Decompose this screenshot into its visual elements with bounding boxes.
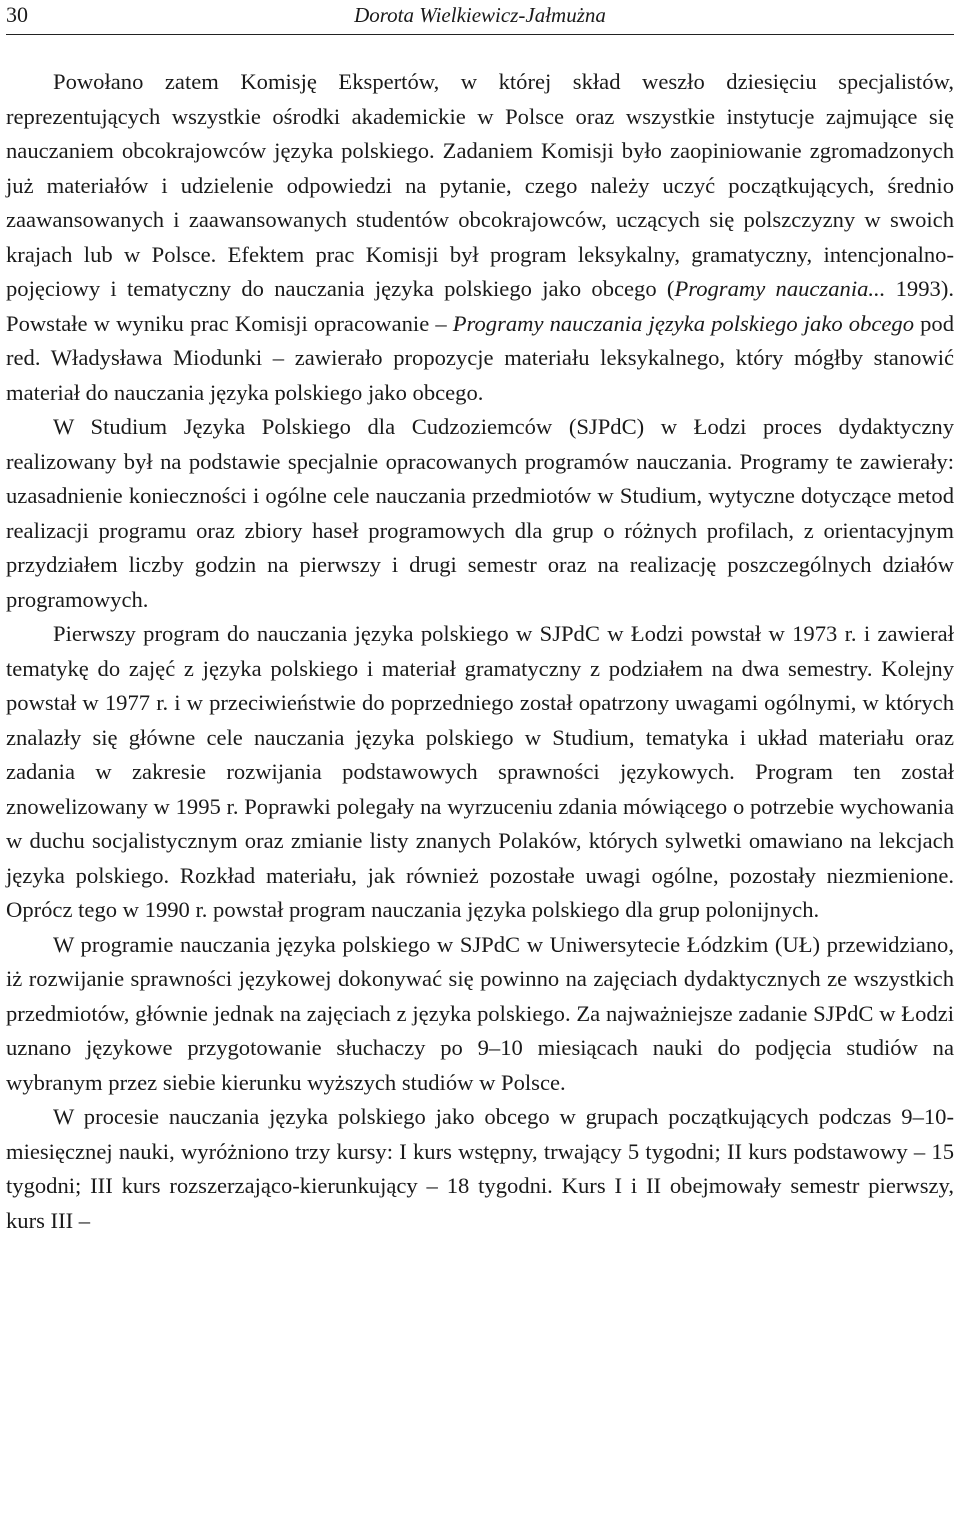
italic-title: Programy nauczania języka polskiego jako obcego [452, 310, 915, 336]
text-span: 1993). Powstałe w wyniku prac Komisji opracowanie – [6, 276, 954, 336]
paragraph [6, 1100, 954, 1238]
italic-title: Programy nauczania... [674, 276, 886, 301]
text-span: Pierwszy program do nauczania języka polskiego w SJPdC w Łodzi powstał w 1973 r. i zawierał tematykę do zajęć z języka polskiego i materiał gramatyczny z podziałem na dwa semestry. Kolejny powstał w 1977 r. i w przeciwieństwie do poprzedniego został opatrzony uwagami ogólnymi, w których znalazły się główne cele nauczania języka polskiego w Studium, tematyka i układ materiału oraz zadania w zakresie rozwijania podstawowych sprawności językowych. Program ten został znowelizowany w 1995 r. Poprawki polegały na wyrzuceniu zdania mówiącego o potrzebie wychowania w duchu socjalistycznym oraz zmianie listy znanych Polaków, których sylwetki omawiano na lekcjach języka polskiego. Rozkład materiału, jak również pozostałe uwagi ogólne, pozostały niezmienione. Oprócz tego w 1990 r. powstał program nauczania języka polskiego dla grup polonijnych. [6, 621, 954, 922]
text-span: Powołano zatem Komisję Ekspertów, w której skład weszło dziesięciu specjalistów, reprezentujących wszystkie ośrodki akademickie w Polsce oraz wszystkie instytucje zajmujące się nauczaniem obcokrajowców języka polskiego. Zadaniem Komisji było zaopiniowanie zgromadzonych już materiałów i udzielenie odpowiedzi na pytanie, czego należy uczyć początkujących, średnio zaawansowanych i zaawansowanych studentów obcokrajowców, uczących się polszczyzny w swoich krajach lub w Polsce. Efektem prac Komisji był program leksykalny, gramatyczny, intencjonalno-pojęciowy i tematyczny do nauczania języka polskiego jako obcego ( [6, 69, 954, 301]
text-span: W Studium Języka Polskiego dla Cudzoziemców (SJPdC) w Łodzi proces dydaktyczny realizowany był na podstawie specjalnie opracowanych programów nauczania. Programy te zawierały: uzasadnienie konieczności i ogólne cele nauczania przedmiotów w Studium, wytyczne dotyczące metod realizacji programu oraz zbiory haseł programowych dla grup o różnych profilach, z orientacyjnym przydziałem liczby godzin na pierwszy i drugi semestr oraz na realizację poszczególnych działów programowych. [6, 414, 954, 612]
text-span: pod red. Władysława Miodunki – zawierało propozycje materiału leksykalnego, który mógłby stanowić materiał do nauczania języka polskiego jako obcego. [6, 310, 954, 405]
paragraph [6, 928, 954, 1101]
paragraph [6, 410, 954, 617]
document-page [6, 0, 954, 1238]
text-span: W programie nauczania języka polskiego w SJPdC w Uniwersytecie Łódzkim (UŁ) przewidziano, iż rozwijanie sprawności językowej dokonywać się powinno na zajęciach dydaktycznych ze wszystkich przedmiotów, głównie jednak na zajęciach z języka polskiego. Za najważniejsze zadanie SJPdC w Łodzi uznano językowe przygotowanie słuchaczy po 9–10 miesiącach nauki do podjęcia studiów na wybranym przez siebie kierunku wyższych studiów w Polsce. [6, 931, 954, 1095]
paragraph [6, 65, 954, 410]
running-head: Dorota Wielkiewicz-Jałmużna [354, 3, 606, 27]
page-header [6, 0, 954, 35]
body-text [6, 65, 954, 1238]
page-number: 30 [6, 2, 28, 27]
paragraph [6, 617, 954, 928]
text-span: W procesie nauczania języka polskiego jako obcego w grupach początkujących podczas 9–10-miesięcznej nauki, wyróżniono trzy kursy: I kurs wstępny, trwający 5 tygodni; II kurs podstawowy – 15 tygodni; III kurs rozszerzająco-kierunkujący – 18 tygodni. Kurs I i II obejmowały semestr pierwszy, kurs III – [6, 1104, 954, 1233]
